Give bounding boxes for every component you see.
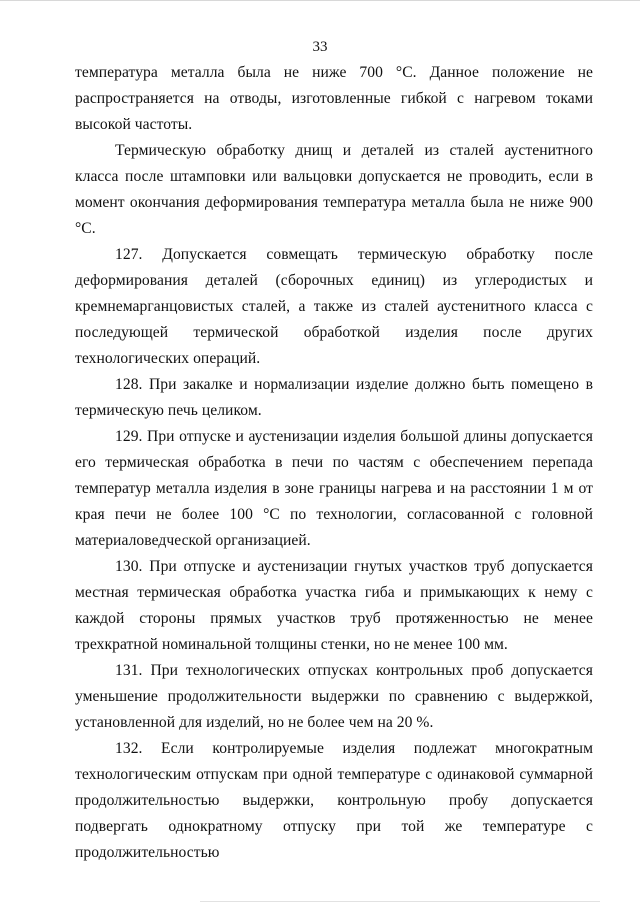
page-number: 33: [312, 39, 328, 55]
paragraph-128: 128. При закалке и нормализации изделие должно быть помещено в термическую печь целиком.: [75, 376, 593, 419]
paragraph-continuation: температура металла была не ниже 700 °С. Данное положение не распространяется на отводы, изготовленные гибкой с нагревом токами высокой частоты.: [75, 64, 593, 133]
paragraph-130: 130. При отпуске и аустенизации гнутых участков труб допускается местная термическая обработка участка гиба и примыкающих к нему с каждой стороны прямых участков труб протяженностью не менее трехкратной номинальной толщины стенки, но не менее 100 мм.: [75, 558, 593, 653]
paragraph-127: 127. Допускается совмещать термическую обработку после деформирования деталей (сборочных единиц) из углеродистых и кремнемарганцовистых сталей, а также из сталей аустенитного класса с последующей термической обработкой изделия после других технологических операций.: [75, 246, 593, 367]
document-body: [75, 60, 593, 866]
page-bottom-edge: [200, 901, 600, 902]
paragraph-132: 132. Если контролируемые изделия подлежат многократным технологическим отпускам при одной температуре с одинаковой суммарной продолжительностью выдержки, контрольную пробу допускается подвергать однократному отпуску при той же температуре с продолжительностью: [75, 740, 593, 861]
paragraph-131: 131. При технологических отпусках контрольных проб допускается уменьшение продолжительности выдержки по сравнению с выдержкой, установленной для изделий, но не более чем на 20 %.: [75, 662, 593, 731]
paragraph-austenitic-treatment: Термическую обработку днищ и деталей из сталей аустенитного класса после штамповки или вальцовки допускается не проводить, если в момент окончания деформирования температура металла была не ниже 900 °С.: [75, 142, 593, 237]
page-top-edge: [0, 0, 640, 1]
paragraph-129: 129. При отпуске и аустенизации изделия большой длины допускается его термическая обработка в печи по частям с обеспечением перепада температур металла изделия в зоне границы нагрева и на расстоянии 1 м от края печи не более 100 °С по технологии, согласованной с головной материаловедческой организацией.: [75, 428, 593, 549]
